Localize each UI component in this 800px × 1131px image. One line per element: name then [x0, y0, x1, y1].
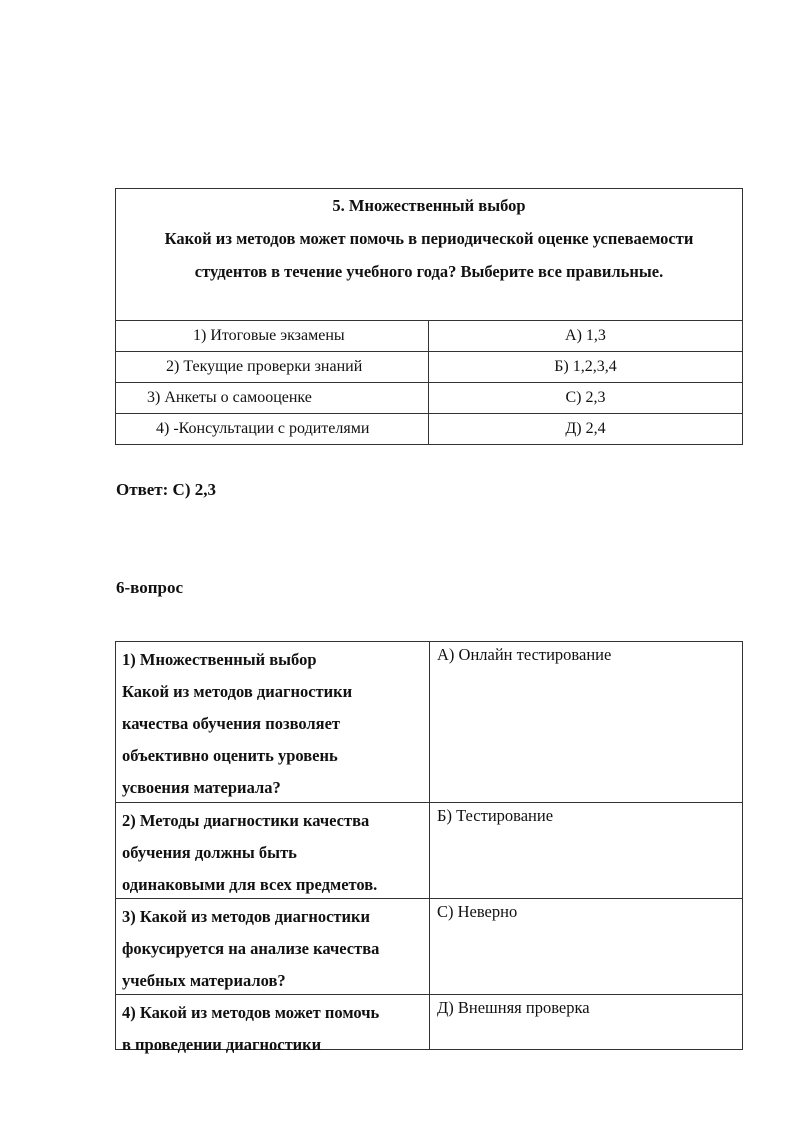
- option-cell: Б) 1,2,3,4: [554, 358, 617, 375]
- item-cell: 1) Итоговые экзамены: [116, 321, 429, 351]
- question-line: 3) Какой из методов диагностики: [122, 907, 371, 926]
- answer-text: Ответ: С) 2,3: [116, 480, 216, 499]
- table-row: [116, 995, 742, 1054]
- option-cell: А) 1,3: [565, 327, 606, 344]
- question-cell: [116, 803, 430, 898]
- option-cell: Б) Тестирование: [437, 806, 554, 825]
- question-line: 2) Методы диагностики качества: [122, 811, 370, 830]
- question-line: одинаковыми для всех предметов.: [122, 875, 378, 894]
- question-5-header: [116, 189, 742, 321]
- table-row: [116, 642, 742, 803]
- question-line: объективно оценить уровень: [122, 746, 338, 765]
- question-5-text-line-1: Какой из методов может помочь в периодической оценке успеваемости: [164, 229, 694, 248]
- question-5-title: 5. Множественный выбор: [332, 196, 526, 215]
- question-line: в проведении диагностики: [122, 1035, 322, 1054]
- table-row: [116, 352, 742, 383]
- item-cell: 4) -Консультации с родителями: [116, 414, 429, 444]
- question-line: 1) Множественный выбор: [122, 650, 317, 669]
- question-line: 4) Какой из методов может помочь: [122, 1003, 380, 1022]
- option-cell: С) 2,3: [565, 389, 606, 406]
- item-cell: 2) Текущие проверки знаний: [116, 352, 429, 382]
- question-line: Какой из методов диагностики: [122, 682, 353, 701]
- question-6-table: [115, 641, 743, 1054]
- table-row: [116, 414, 742, 444]
- table-row: [116, 803, 742, 899]
- question-6-heading: 6-вопрос: [116, 578, 184, 597]
- question-line: качества обучения позволяет: [122, 714, 341, 733]
- option-cell: С) Неверно: [437, 902, 518, 921]
- question-line: фокусируется на анализе качества: [122, 939, 380, 958]
- question-cell: [116, 899, 430, 994]
- question-line: учебных материалов?: [122, 971, 286, 990]
- table-row: [116, 321, 742, 352]
- question-cell: [116, 995, 430, 1054]
- question-5-text-line-2: студентов в течение учебного года? Выберите все правильные.: [194, 262, 664, 281]
- question-line: усвоения материала?: [122, 778, 281, 797]
- question-cell: [116, 642, 430, 802]
- option-cell: Д) Внешняя проверка: [437, 998, 590, 1017]
- question-line: обучения должны быть: [122, 843, 297, 862]
- option-cell: Д) 2,4: [565, 420, 606, 437]
- option-cell: А) Онлайн тестирование: [437, 645, 612, 664]
- item-cell: 3) Анкеты о самооценке: [116, 383, 429, 413]
- table-row: [116, 899, 742, 995]
- table-row: [116, 383, 742, 414]
- question-5-table: [115, 188, 743, 445]
